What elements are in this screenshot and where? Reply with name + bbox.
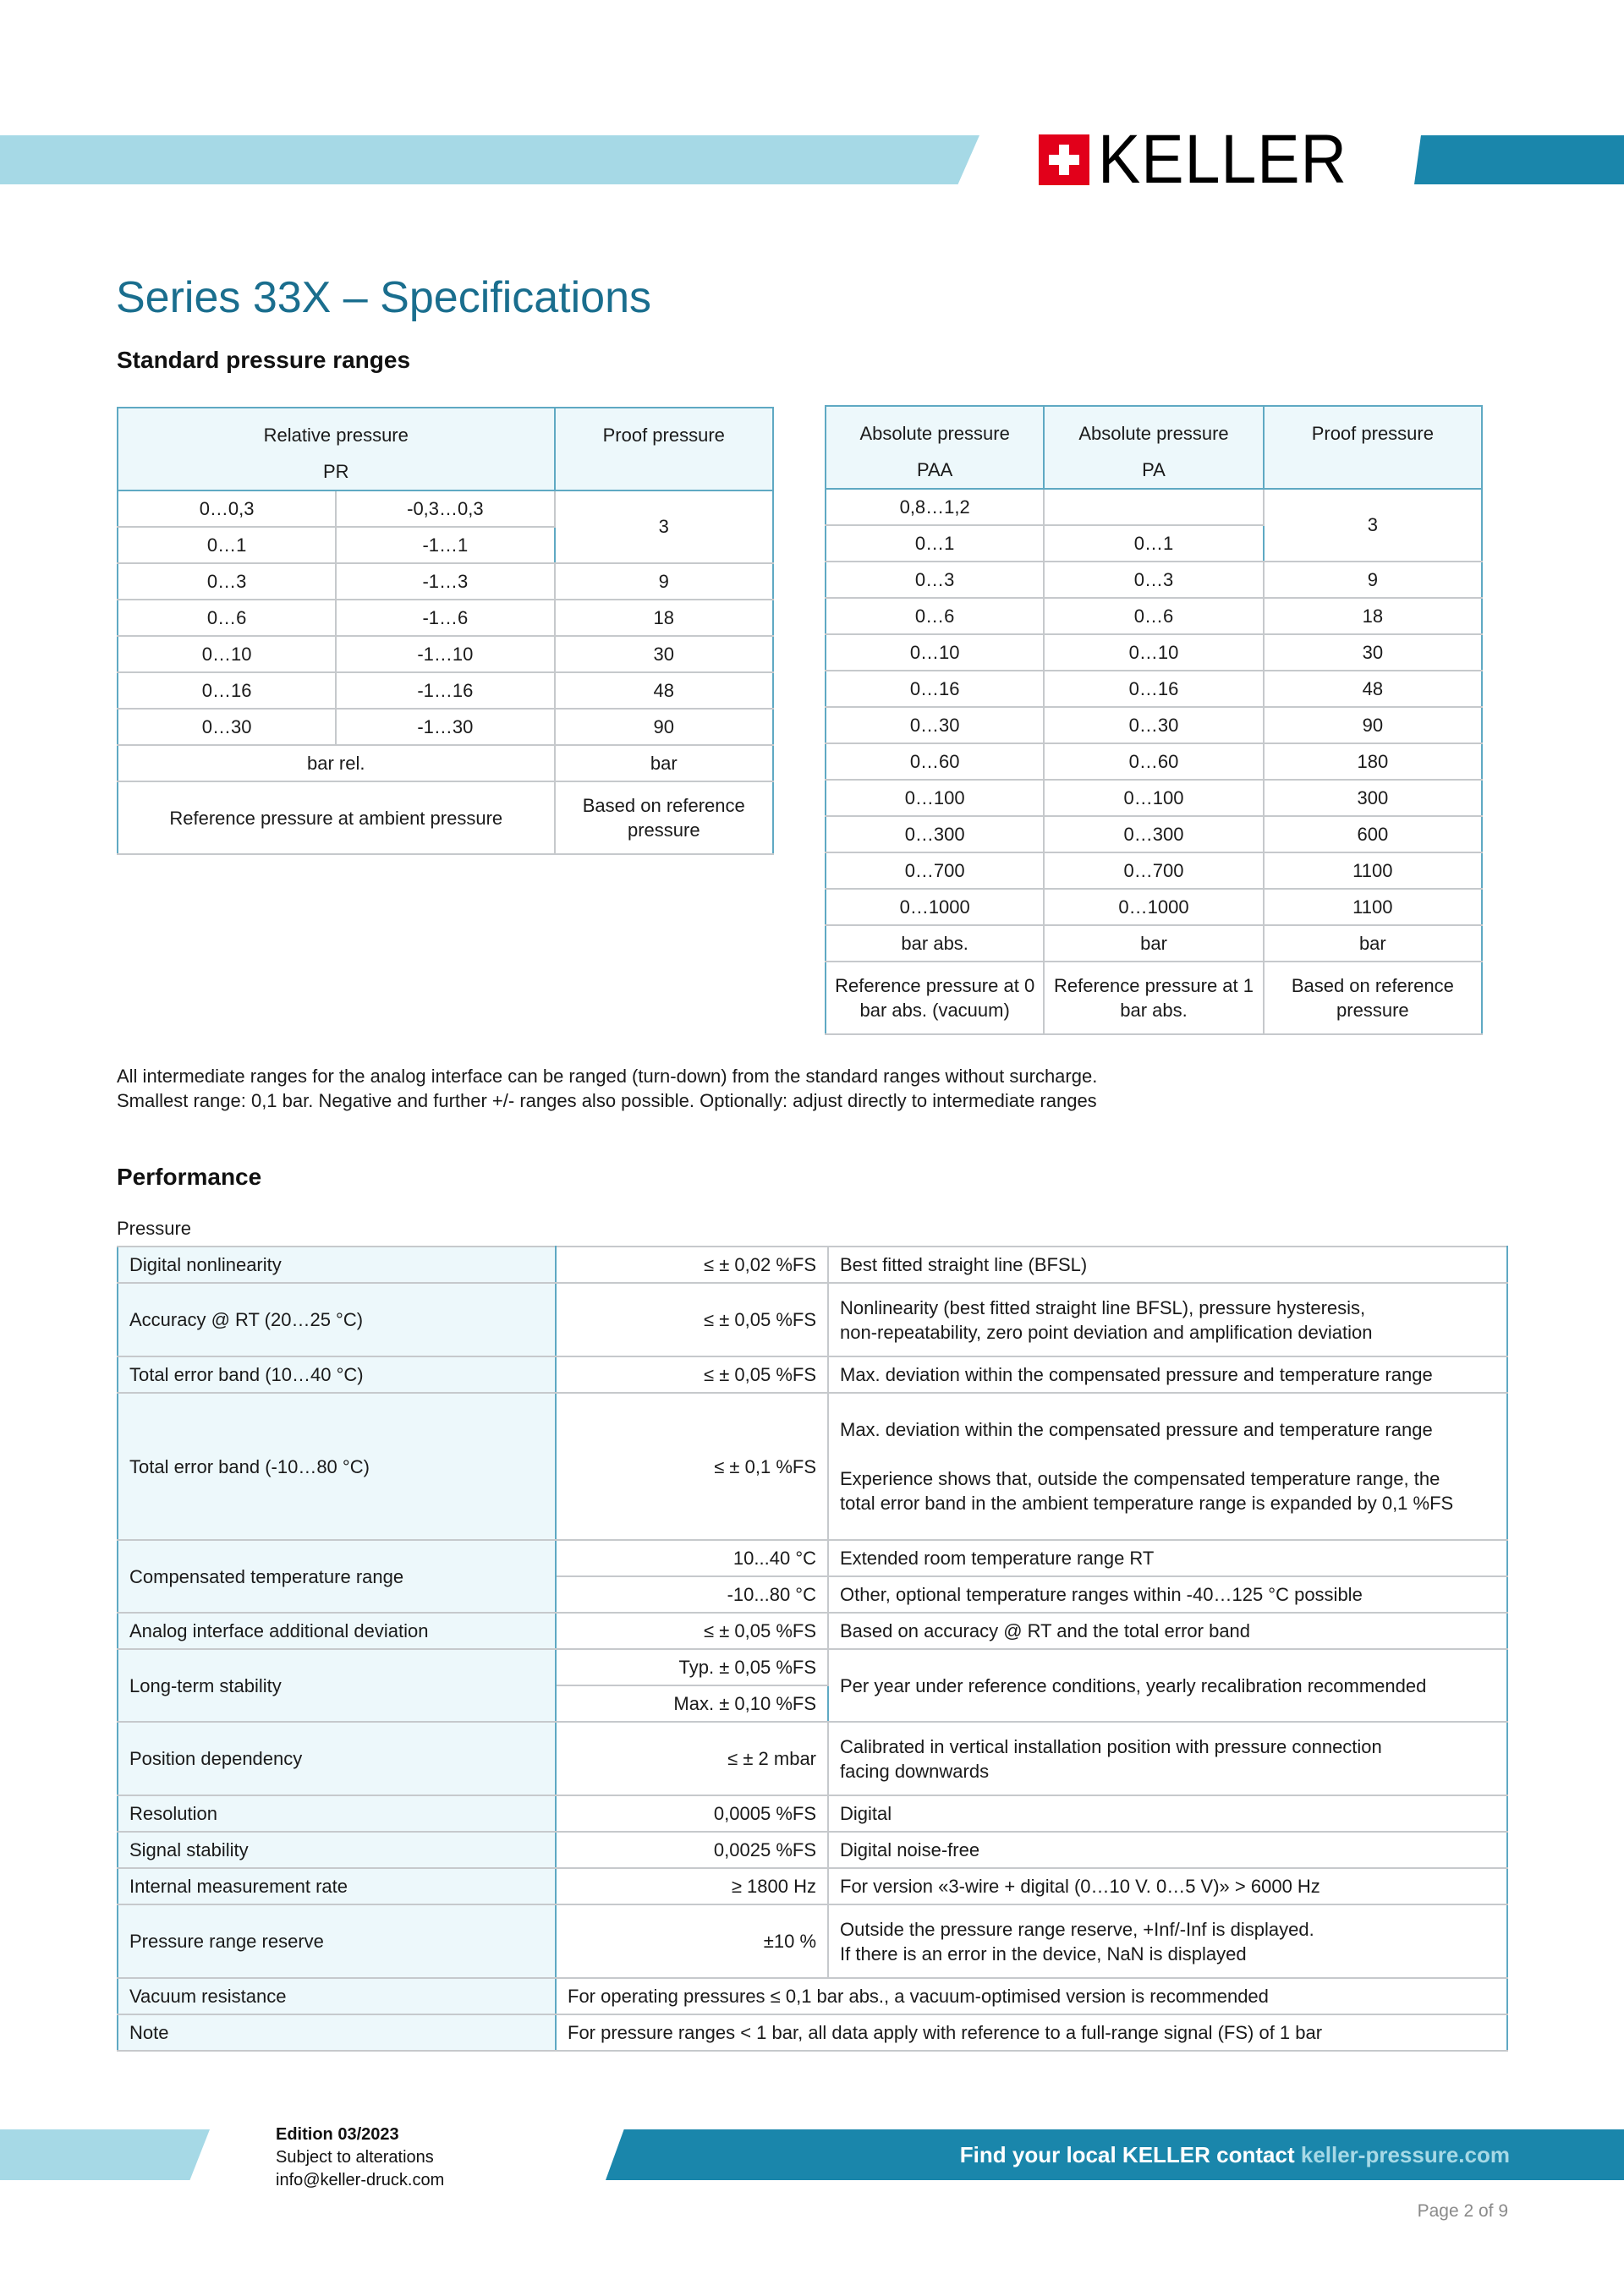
- footer-edition-block: [276, 2123, 444, 2192]
- unit-cell: bar rel.: [118, 745, 555, 781]
- param-cell: Pressure range reserve: [118, 1904, 556, 1978]
- swiss-cross-icon: [1039, 134, 1089, 185]
- header-sublabel: PR: [322, 461, 349, 482]
- table-row: [118, 563, 773, 600]
- table-header-row: [118, 408, 773, 490]
- intermediate-ranges-note: [117, 1064, 1097, 1113]
- header-label: Absolute pressure: [859, 423, 1010, 444]
- description-cell: For pressure ranges < 1 bar, all data apply with reference to a full-range signal (FS) of 1 bar: [556, 2014, 1507, 2051]
- range-cell: [1044, 489, 1263, 525]
- range-cell: 0…700: [1044, 852, 1263, 889]
- reference-note-cell: Reference pressure at 1 bar abs.: [1044, 962, 1263, 1034]
- desc-line: non-repeatability, zero point deviation and amplification deviation: [840, 1321, 1373, 1343]
- proof-cell: 600: [1264, 816, 1482, 852]
- proof-cell: 90: [1264, 707, 1482, 743]
- range-cell: 0…10: [118, 636, 336, 672]
- note-row: [118, 781, 773, 854]
- value-cell: ±10 %: [556, 1904, 828, 1978]
- range-cell: 0…1: [826, 525, 1044, 562]
- param-cell: Analog interface additional deviation: [118, 1613, 556, 1649]
- table-row: [826, 743, 1482, 780]
- contact-email-link[interactable]: info@keller-druck.com: [276, 2171, 445, 2189]
- proof-cell: 1100: [1264, 889, 1482, 925]
- description-cell: Digital noise-free: [828, 1832, 1507, 1868]
- table-row: [826, 852, 1482, 889]
- website-link[interactable]: keller-pressure.com: [1300, 2142, 1510, 2167]
- table-row: [118, 1613, 1507, 1649]
- note-row: [826, 962, 1482, 1034]
- reference-note-cell: Reference pressure at ambient pressure: [118, 781, 555, 854]
- range-cell: -1…30: [336, 709, 554, 745]
- performance-table: [117, 1246, 1508, 2052]
- description-cell: Extended room temperature range RT: [828, 1540, 1507, 1576]
- table-row: [118, 1540, 1507, 1576]
- table-row: [118, 1795, 1507, 1832]
- header-accent-bar-left: [0, 135, 979, 184]
- value-cell: ≤ ± 0,1 %FS: [556, 1393, 828, 1540]
- range-cell: 0…0,3: [118, 490, 336, 527]
- unit-cell: bar abs.: [826, 925, 1044, 962]
- table-header-row: [826, 406, 1482, 489]
- table-row: [826, 562, 1482, 598]
- param-cell: Resolution: [118, 1795, 556, 1832]
- value-cell: ≤ ± 0,05 %FS: [556, 1356, 828, 1393]
- table-row: [118, 1247, 1507, 1283]
- param-cell: Total error band (-10…80 °C): [118, 1393, 556, 1540]
- range-cell: 0…10: [826, 634, 1044, 671]
- proof-cell: 18: [1264, 598, 1482, 634]
- contact-text: Find your local KELLER contact: [959, 2142, 1295, 2167]
- note-line: Smallest range: 0,1 bar. Negative and further +/- ranges also possible. Optionally: adjust directly to intermediate ranges: [117, 1090, 1097, 1111]
- range-cell: 0…60: [1044, 743, 1263, 780]
- desc-line: Max. deviation within the compensated pressure and temperature range: [840, 1419, 1433, 1440]
- table-row: [118, 600, 773, 636]
- value-cell: ≤ ± 0,05 %FS: [556, 1283, 828, 1356]
- value-cell: 0,0025 %FS: [556, 1832, 828, 1868]
- header-absolute-pa: [1044, 406, 1263, 489]
- table-row: [826, 707, 1482, 743]
- table-row: [826, 816, 1482, 852]
- description-cell: Based on accuracy @ RT and the total error band: [828, 1613, 1507, 1649]
- brand-name: KELLER: [1098, 121, 1347, 198]
- reference-note-cell: Based on reference pressure: [555, 781, 773, 854]
- unit-cell: bar: [555, 745, 773, 781]
- description-cell: [828, 1722, 1507, 1795]
- desc-line: facing downwards: [840, 1760, 990, 1782]
- range-cell: 0…16: [1044, 671, 1263, 707]
- header-sublabel: PA: [1142, 459, 1166, 480]
- range-cell: -1…16: [336, 672, 554, 709]
- range-cell: 0…10: [1044, 634, 1263, 671]
- value-cell: 0,0005 %FS: [556, 1795, 828, 1832]
- value-cell: Max. ± 0,10 %FS: [556, 1685, 828, 1722]
- table-row: [826, 780, 1482, 816]
- table-row: [826, 598, 1482, 634]
- unit-row: [826, 925, 1482, 962]
- proof-cell: 300: [1264, 780, 1482, 816]
- range-cell: 0…700: [826, 852, 1044, 889]
- range-cell: 0…100: [1044, 780, 1263, 816]
- header-absolute-paa: [826, 406, 1044, 489]
- description-cell: Per year under reference conditions, yearly recalibration recommended: [828, 1649, 1507, 1722]
- reference-note-cell: Based on reference pressure: [1264, 962, 1482, 1034]
- page-title: Series 33X – Specifications: [116, 273, 652, 322]
- range-cell: 0…3: [1044, 562, 1263, 598]
- range-cell: 0…300: [1044, 816, 1263, 852]
- range-cell: -1…10: [336, 636, 554, 672]
- subsection-label-pressure: Pressure: [117, 1218, 192, 1239]
- range-cell: 0…6: [826, 598, 1044, 634]
- range-cell: 0…16: [118, 672, 336, 709]
- proof-cell: 3: [555, 490, 773, 563]
- range-cell: 0…3: [118, 563, 336, 600]
- proof-cell: 30: [555, 636, 773, 672]
- range-cell: 0…1000: [826, 889, 1044, 925]
- value-cell: ≤ ± 0,05 %FS: [556, 1613, 828, 1649]
- desc-line: Calibrated in vertical installation position with pressure connection: [840, 1735, 1382, 1757]
- table-row: [118, 1832, 1507, 1868]
- range-cell: 0,8…1,2: [826, 489, 1044, 525]
- range-cell: 0…6: [1044, 598, 1263, 634]
- table-row: [118, 1393, 1507, 1540]
- range-cell: 0…1: [1044, 525, 1263, 562]
- range-cell: 0…16: [826, 671, 1044, 707]
- param-cell: Digital nonlinearity: [118, 1247, 556, 1283]
- param-cell: Compensated temperature range: [118, 1540, 556, 1613]
- description-cell: Other, optional temperature ranges within -40…125 °C possible: [828, 1576, 1507, 1613]
- range-cell: -1…3: [336, 563, 554, 600]
- relative-pressure-table: [117, 407, 774, 855]
- spacer: [840, 1442, 1495, 1466]
- header-proof-pressure: Proof pressure: [1264, 406, 1482, 489]
- param-cell: Internal measurement rate: [118, 1868, 556, 1904]
- reference-note-cell: Reference pressure at 0 bar abs. (vacuum): [826, 962, 1044, 1034]
- proof-cell: 1100: [1264, 852, 1482, 889]
- desc-line: total error band in the ambient temperature range is expanded by 0,1 %FS: [840, 1493, 1454, 1514]
- param-cell: Vacuum resistance: [118, 1978, 556, 2014]
- range-cell: 0…300: [826, 816, 1044, 852]
- param-cell: Accuracy @ RT (20…25 °C): [118, 1283, 556, 1356]
- param-cell: Long-term stability: [118, 1649, 556, 1722]
- range-cell: 0…1000: [1044, 889, 1263, 925]
- range-cell: 0…30: [826, 707, 1044, 743]
- proof-cell: 30: [1264, 634, 1482, 671]
- desc-line: If there is an error in the device, NaN is displayed: [840, 1943, 1247, 1964]
- page-number: Page 2 of 9: [1417, 2201, 1508, 2221]
- table-row: [118, 1904, 1507, 1978]
- param-cell: Signal stability: [118, 1832, 556, 1868]
- table-row: [118, 672, 773, 709]
- proof-cell: 48: [1264, 671, 1482, 707]
- range-cell: 0…60: [826, 743, 1044, 780]
- param-cell: Total error band (10…40 °C): [118, 1356, 556, 1393]
- table-row: [118, 709, 773, 745]
- header-accent-bar-right: [1414, 135, 1624, 184]
- range-cell: -0,3…0,3: [336, 490, 554, 527]
- table-row: [826, 634, 1482, 671]
- header-sublabel: PAA: [916, 459, 953, 480]
- table-row: [118, 490, 773, 527]
- range-cell: 0…100: [826, 780, 1044, 816]
- param-cell: Position dependency: [118, 1722, 556, 1795]
- proof-cell: 90: [555, 709, 773, 745]
- keller-logo: [1039, 121, 1369, 198]
- description-cell: Best fitted straight line (BFSL): [828, 1247, 1507, 1283]
- header-proof-pressure: Proof pressure: [555, 408, 773, 490]
- edition-label: Edition 03/2023: [276, 2125, 399, 2144]
- table-row: [118, 1283, 1507, 1356]
- footer-contact-text: [960, 2142, 1510, 2168]
- desc-line: Experience shows that, outside the compensated temperature range, the: [840, 1468, 1440, 1489]
- value-cell: Typ. ± 0,05 %FS: [556, 1649, 828, 1685]
- range-cell: 0…3: [826, 562, 1044, 598]
- proof-cell: 9: [555, 563, 773, 600]
- section-heading-performance: Performance: [117, 1164, 262, 1190]
- table-row: [118, 636, 773, 672]
- description-cell: [828, 1393, 1507, 1540]
- note-line: All intermediate ranges for the analog interface can be ranged (turn-down) from the standard ranges without surcharge.: [117, 1066, 1098, 1087]
- range-cell: 0…30: [118, 709, 336, 745]
- header-relative-pressure: [118, 408, 555, 490]
- footer-accent-bar-left: [0, 2129, 210, 2180]
- unit-cell: bar: [1264, 925, 1482, 962]
- table-row: [826, 889, 1482, 925]
- proof-cell: 180: [1264, 743, 1482, 780]
- desc-line: Outside the pressure range reserve, +Inf/-Inf is displayed.: [840, 1918, 1314, 1940]
- description-cell: For version «3-wire + digital (0…10 V. 0…5 V)» > 6000 Hz: [828, 1868, 1507, 1904]
- header-label: Relative pressure: [263, 425, 409, 446]
- range-cell: 0…1: [118, 527, 336, 563]
- unit-row: [118, 745, 773, 781]
- value-cell: -10...80 °C: [556, 1576, 828, 1613]
- table-row: [118, 1356, 1507, 1393]
- section-heading-standard-ranges: Standard pressure ranges: [117, 347, 411, 373]
- absolute-pressure-table: [825, 405, 1483, 1035]
- table-row: [118, 1978, 1507, 2014]
- table-row: [118, 1722, 1507, 1795]
- value-cell: ≥ 1800 Hz: [556, 1868, 828, 1904]
- range-cell: -1…6: [336, 600, 554, 636]
- desc-line: Nonlinearity (best fitted straight line BFSL), pressure hysteresis,: [840, 1296, 1366, 1318]
- proof-cell: 48: [555, 672, 773, 709]
- table-row: [118, 1649, 1507, 1685]
- description-cell: Max. deviation within the compensated pressure and temperature range: [828, 1356, 1507, 1393]
- range-cell: -1…1: [336, 527, 554, 563]
- description-cell: [828, 1283, 1507, 1356]
- proof-cell: 3: [1264, 489, 1482, 562]
- description-cell: For operating pressures ≤ 0,1 bar abs., a vacuum-optimised version is recommended: [556, 1978, 1507, 2014]
- subject-to-alterations: Subject to alterations: [276, 2148, 434, 2167]
- proof-cell: 9: [1264, 562, 1482, 598]
- description-cell: [828, 1904, 1507, 1978]
- table-row: [118, 1868, 1507, 1904]
- value-cell: ≤ ± 0,02 %FS: [556, 1247, 828, 1283]
- proof-cell: 18: [555, 600, 773, 636]
- range-cell: 0…6: [118, 600, 336, 636]
- header-label: Absolute pressure: [1078, 423, 1229, 444]
- table-row: [826, 489, 1482, 525]
- value-cell: 10...40 °C: [556, 1540, 828, 1576]
- range-cell: 0…30: [1044, 707, 1263, 743]
- description-cell: Digital: [828, 1795, 1507, 1832]
- param-cell: Note: [118, 2014, 556, 2051]
- table-row: [826, 671, 1482, 707]
- table-row: [118, 2014, 1507, 2051]
- unit-cell: bar: [1044, 925, 1263, 962]
- value-cell: ≤ ± 2 mbar: [556, 1722, 828, 1795]
